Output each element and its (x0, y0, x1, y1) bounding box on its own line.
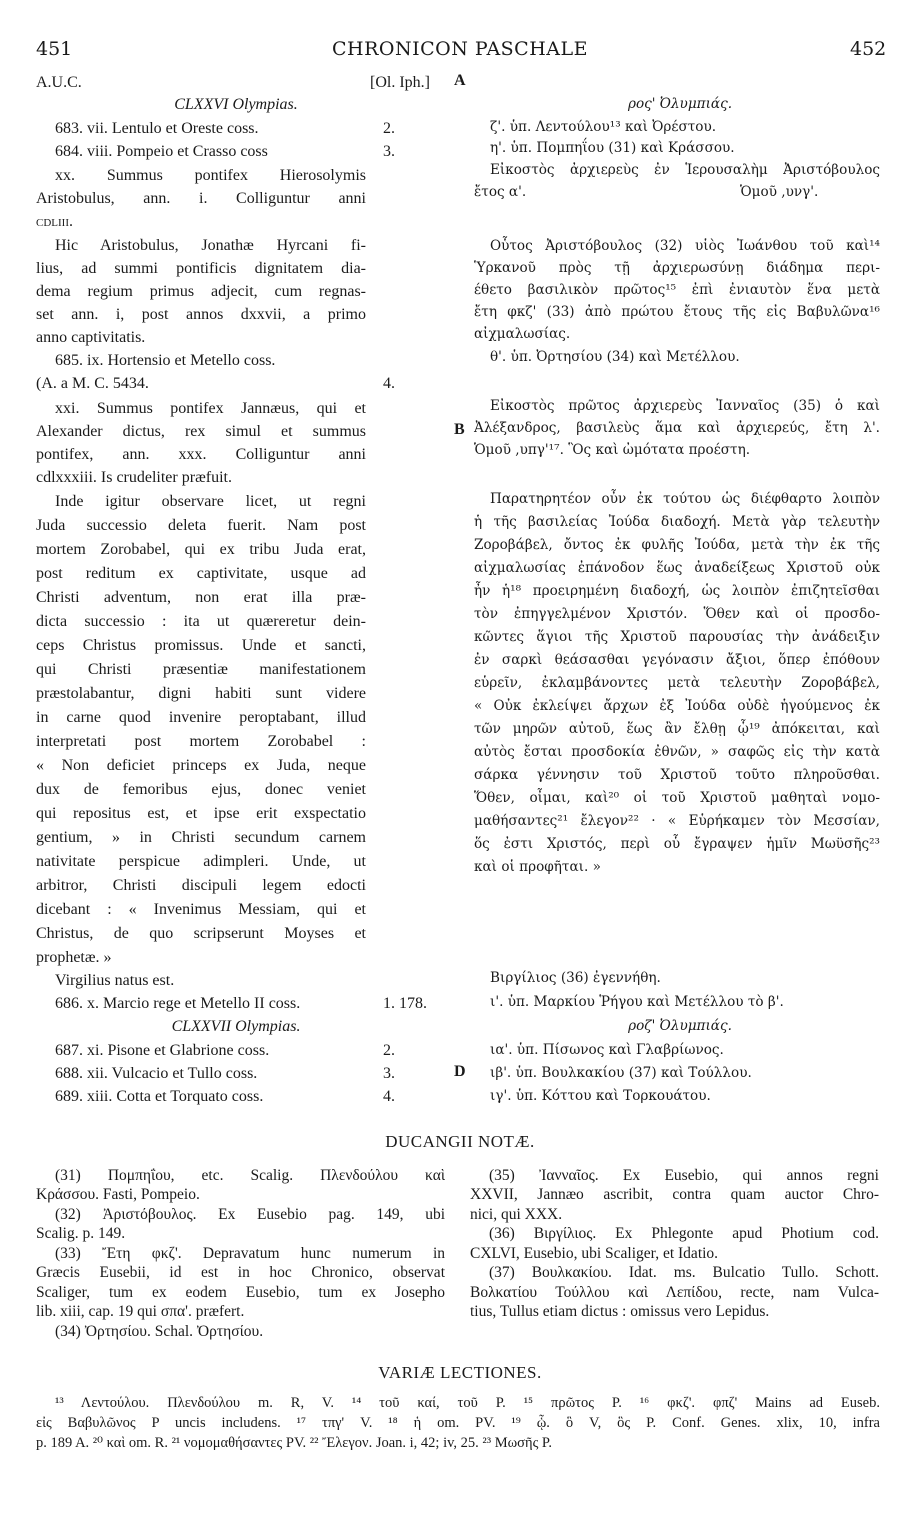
inde-line-6: dicta successio : ita ut quæreretur dein- (36, 613, 366, 630)
greek-year-688: ιβ'. ὑπ. Βουλκακίου (37) καὶ Τούλλου. (490, 1065, 752, 1081)
note-right-line-1: (35) Ἰανναῖος. Ex Eusebio, qui annos regni (489, 1167, 879, 1184)
inde-line-20: prophetæ. » (36, 949, 112, 966)
greek-inde-9: εὑρεῖν, ἐκλαμβάνοντες μετὰ τελευτὴν Ζοροβάβελ, (474, 675, 880, 691)
jannaeus-line-4: cdlxxxiii. Is crudeliter præfuit. (36, 469, 232, 486)
note-left-line-5: (33) Ἔτη φκζ'. Depravatum hunc numerum in (55, 1245, 445, 1262)
hic-line-1: Hic Aristobulus, Jonathæ Hyrcani fi- (55, 237, 366, 254)
greek-virgil: Βιργίλιος (36) ἐγεννήθη. (490, 970, 661, 986)
inde-line-19: Christus, de quo scripserunt Moyses et (36, 925, 366, 942)
greek-jannaeus-1: Εἰκοστὸς πρῶτος ἀρχιερεὺς Ἰανναῖος (35) ὁ καὶ (490, 398, 880, 414)
note-right-line-4: (36) Βιργίλιος. Ex Phlegonte apud Photium cod. (489, 1225, 879, 1242)
note-right-line-8: tius, Tullus etiam dictus : omissus vero Lepidus. (470, 1303, 770, 1320)
greek-year-683: ζ'. ὑπ. Λεντούλου¹³ καὶ Ὀρέστου. (490, 119, 717, 135)
year-number-688: 3. (383, 1065, 395, 1082)
greek-inde-11: τῶν μηρῶν αὐτοῦ, ἕως ἂν ἔλθῃ ᾧ¹⁹ ἀπόκειται, καὶ (474, 721, 880, 737)
olympiad-heading: CLXXVI Olympias. (174, 96, 298, 113)
jannaeus-line-3: pontifex, ann. xxx. Colliguntur anni (36, 446, 366, 463)
greek-year-686: ι'. ὑπ. Μαρκίου Ῥήγου καὶ Μετέλλου τὸ β'. (490, 994, 784, 1010)
greek-inde-16: ὅς ἐστι Χριστός, περὶ οὗ ἔγραψεν ἡμῖν Μωϋσῆς²³ (474, 836, 880, 852)
consul-year-683: 683. vii. Lentulo et Oreste coss. (55, 120, 259, 137)
note-right-line-3: nici, qui XXX. (470, 1206, 563, 1223)
inde-line-4: post reditum ex captivitate, usque ad (36, 565, 366, 582)
note-left-line-6: Græcis Eusebii, id est in hoc Chronico, observat (36, 1264, 445, 1281)
olympiad-label: [Ol. Iph.] (370, 74, 430, 91)
greek-year-685: θ'. ὑπ. Ὀρτησίου (34) καὶ Μετέλλου. (490, 349, 740, 365)
margin-marker-d: D (454, 1063, 466, 1080)
greek-inde-13: σάρκα γέννησιν τοῦ Χριστοῦ τοῦτο πληροῦσθαι. (474, 767, 880, 783)
inde-line-5: Christi adventum, non erat illa præ- (36, 589, 366, 606)
greek-inde-17: καὶ οἱ προφῆται. » (474, 859, 601, 875)
inde-line-12: « Non deficiet princeps ex Juda, neque (36, 757, 366, 774)
margin-marker-b: B (454, 421, 465, 438)
note-left-line-9: (34) Ὀρτησίου. Schal. Ὀρτησίου. (55, 1323, 264, 1340)
greek-aristobulus-1: Εἰκοστὸς ἀρχιερεὺς ἐν Ἱερουσαλὴμ Ἀριστόβουλος (490, 162, 880, 178)
note-left-line-4: Scalig. p. 149. (36, 1225, 126, 1242)
greek-year-684: η'. ὑπ. Πομπηΐου (31) καὶ Κράσσου. (490, 140, 735, 156)
year-number-683: 2. (383, 120, 395, 137)
greek-year-689: ιγ'. ὑπ. Κόττου καὶ Τορκουάτου. (490, 1088, 711, 1104)
hic-line-4: set ann. i, post annos dxxvii, a primo (36, 306, 366, 323)
ducange-notes-heading: DUCANGII NOTÆ. (385, 1132, 535, 1151)
greek-hic-1: Οὗτος Ἀριστόβουλος (32) υἱὸς Ἰωάνθου τοῦ καὶ¹⁴ (490, 238, 880, 254)
greek-hic-5: αἰχμαλωσίας. (474, 326, 571, 342)
note-left-line-8: lib. xiii, cap. 19 qui σπα'. præfert. (36, 1303, 245, 1320)
greek-jannaeus-3: Ὁμοῦ ,υπγ'¹⁷. Ὃς καὶ ὠμότατα προέστη. (474, 442, 751, 458)
greek-inde-2: ἡ τῆς βασιλείας Ἰούδα διαδοχή. Μετὰ γὰρ τελευτὴν (474, 514, 880, 530)
year-number-687: 2. (383, 1042, 395, 1059)
olympiad-heading-2: CLXXVII Olympias. (171, 1018, 301, 1035)
variae-line-3: p. 189 A. ²⁰ καὶ om. R. ²¹ νομομαθήσαντες PV. ²² Ἔλεγον. Joan. i, 42; iv, 25. ²³ Μωσῆς P. (36, 1435, 553, 1451)
hic-line-3: dema regium primus adjecit, cum regnas- (36, 283, 366, 300)
inde-line-10: in carne quod invenire peroptabant, illud (36, 709, 366, 726)
greek-inde-8: ἐν σαρκὶ θεάσασθαι γεγόνασιν ἄξιοι, ὅπερ ἐπόθουν (474, 652, 880, 668)
inde-line-17: arbitror, Christi discipuli legem edocti (36, 877, 366, 894)
greek-inde-4: αἰχμαλωσίας ἐπάνοδον ἕως ἀναδείξεως Χριστοῦ οὐκ (474, 560, 880, 576)
greek-hic-4: ἔτη φκζ' (33) ἀπὸ πρώτου ἔτους τῆς εἰς Βαβυλῶνα¹⁶ (474, 304, 880, 320)
note-left-line-3: (32) Ἀριστόβουλος. Ex Eusebio pag. 149, ubi (55, 1206, 445, 1223)
inde-line-8: qui Christi præsentiæ manifestationem (36, 661, 366, 678)
variae-lectiones-heading: VARIÆ LECTIONES. (378, 1363, 542, 1382)
inde-line-18: dicebant : « Invenimus Messiam, qui et (36, 901, 366, 918)
greek-inde-7: κῶντες ἅγιοι τῆς Χριστοῦ παρουσίας τὴν ἀνάδειξιν (474, 629, 880, 645)
hic-line-5: anno captivitatis. (36, 329, 146, 346)
page-number-left: 451 (36, 38, 73, 60)
auc-label: A.U.C. (36, 74, 82, 91)
greek-aristobulus-2: ἔτος α'. (474, 184, 527, 200)
greek-inde-5: ἦν ἡ¹⁸ προειρημένη διαδοχή, ὡς λοιπὸν ἐπιζητεῖσθαι (474, 583, 880, 599)
note-right-line-7: Βολκατίου Τούλλου καὶ Λεπίδου, recte, nam Vulca- (470, 1284, 879, 1301)
greek-inde-14: Ὅθεν, οἶμαι, καὶ²⁰ οἱ τοῦ Χριστοῦ μαθηταὶ νομο- (474, 790, 880, 806)
running-title: CHRONICON PASCHALE (332, 38, 588, 60)
anno-mundi: (A. a M. C. 5434. (36, 375, 149, 392)
greek-inde-1: Παρατηρητέον οὖν ἐκ τούτου ὡς διέφθαρτο λοιπὸν (490, 491, 880, 507)
inde-line-14: qui repositus est, et ipse erit exspectatio (36, 805, 366, 822)
greek-hic-3: έθετο βασιλικὸν πρῶτος¹⁵ ἐπὶ ἐνιαυτὸν ἕνα μετὰ (474, 282, 880, 298)
note-left-line-7: Scaliger, tum ex eodem Eusebio, tum ex Josepho (36, 1284, 445, 1301)
consul-year-688: 688. xii. Vulcacio et Tullo coss. (55, 1065, 258, 1082)
greek-hic-2: Ὑρκανοῦ πρὸς τῇ ἀρχιερωσύνῃ διάδημα περι- (474, 260, 880, 276)
jannaeus-line-1: xxi. Summus pontifex Jannæus, qui et (55, 400, 366, 417)
greek-aristobulus-total: Ὁμοῦ ,υνγ'. (740, 184, 819, 200)
inde-line-1: Inde igitur observare licet, ut regni (55, 493, 366, 510)
aristobulus-line-3: cdliii. (36, 213, 73, 230)
greek-inde-3: Ζοροβάβελ, ὄντος ἐκ φυλῆς Ἰούδα, μετὰ τὴν ἐκ τῆς (474, 537, 880, 553)
note-left-line-1: (31) Πομπηΐου, etc. Scalig. Πλενδούλου καὶ (55, 1167, 445, 1184)
greek-inde-15: μαθήσαντες²¹ ἔλεγον²² · « Εὑρήκαμεν τὸν Μεσσίαν, (474, 813, 880, 829)
greek-inde-12: αὐτὸς ἔσται προσδοκία ἐθνῶν, » σαφῶς εἰς τὴν κατὰ (474, 744, 880, 760)
aristobulus-line-2: Aristobulus, ann. i. Colliguntur anni (36, 190, 366, 207)
greek-year-687: ια'. ὑπ. Πίσωνος καὶ Γλαβρίωνος. (490, 1042, 724, 1058)
inde-line-15: gentium, » in Christi secundum carnem (36, 829, 366, 846)
greek-jannaeus-2: Ἀλέξανδρος, βασιλεὺς ἅμα καὶ ἀρχιερεύς, ἔτη λ'. (474, 420, 880, 436)
note-right-line-2: XXVII, Jannæo ascribit, contra quam auctor Chro- (470, 1186, 879, 1203)
year-number-685: 4. (383, 375, 395, 392)
consul-year-684: 684. viii. Pompeio et Crasso coss (55, 143, 268, 160)
consul-year-687: 687. xi. Pisone et Glabrione coss. (55, 1042, 270, 1059)
inde-line-16: nativitate perspicue adimpleri. Unde, ut (36, 853, 366, 870)
greek-inde-6: τὸν ἐπηγγελμένον Χριστόν. Ὅθεν καὶ οἱ προσδο- (474, 606, 880, 622)
note-right-line-6: (37) Βουλκακίου. Idat. ms. Bulcatio Tullo. Schott. (489, 1264, 879, 1281)
page-number-right: 452 (850, 38, 887, 60)
consul-year-689: 689. xiii. Cotta et Torquato coss. (55, 1088, 264, 1105)
consul-year-686: 686. x. Marcio rege et Metello II coss. (55, 995, 301, 1012)
greek-olympiad-heading: ρος' Ὀλυμπιάς. (627, 96, 733, 112)
year-number-689: 4. (383, 1088, 395, 1105)
margin-marker-a: A (454, 72, 466, 89)
jannaeus-line-2: Alexander dictus, rex simul et summus (36, 423, 366, 440)
inde-line-3: mortem Zorobabel, qui ex tribu Juda erat, (36, 541, 366, 558)
virgil-birth: Virgilius natus est. (55, 972, 175, 989)
note-left-line-2: Κράσσου. Fasti, Pompeio. (36, 1186, 200, 1203)
consul-year-685: 685. ix. Hortensio et Metello coss. (55, 352, 276, 369)
hic-line-2: lius, ad summi pontificis dignitatem dia- (36, 260, 366, 277)
year-number-684: 3. (383, 143, 395, 160)
note-right-line-5: CXLVI, Eusebio, ubi Scaliger, et Idatio. (470, 1245, 719, 1262)
inde-line-2: Juda successio deleta fuerit. Nam post (36, 517, 366, 534)
inde-line-7: ceps Christus promissus. Unde et sancti, (36, 637, 366, 654)
variae-line-2: εἰς Βαβυλῶνος P uncis includens. ¹⁷ τπγ' V. ¹⁸ ἡ om. PV. ¹⁹ ᾧ. ὃ V, ὃς P. Conf. Genes. xlix, 10, infra (36, 1415, 880, 1431)
inde-line-13: dux de femoribus ejus, donec veniet (36, 781, 366, 798)
year-number-686: 1. 178. (383, 995, 427, 1012)
greek-olympiad-heading-2: ροζ' Ὀλυμπιάς. (628, 1018, 732, 1034)
inde-line-11: interpretati post mortem Zorobabel : (36, 733, 366, 750)
variae-line-1: ¹³ Λεντούλου. Πλενδούλου m. R, V. ¹⁴ τοῦ καί, τοῦ P. ¹⁵ πρῶτος P. ¹⁶ φκζ'. φπζ' Mains ad Euseb. (55, 1395, 880, 1411)
aristobulus-line-1: xx. Summus pontifex Hierosolymis (55, 167, 366, 184)
greek-inde-10: « Οὐκ ἐκλείψει ἄρχων ἐξ Ἰούδα οὐδὲ ἡγούμενος ἐκ (474, 698, 880, 714)
inde-line-9: præstolabantur, digni habiti sunt videre (36, 685, 366, 702)
